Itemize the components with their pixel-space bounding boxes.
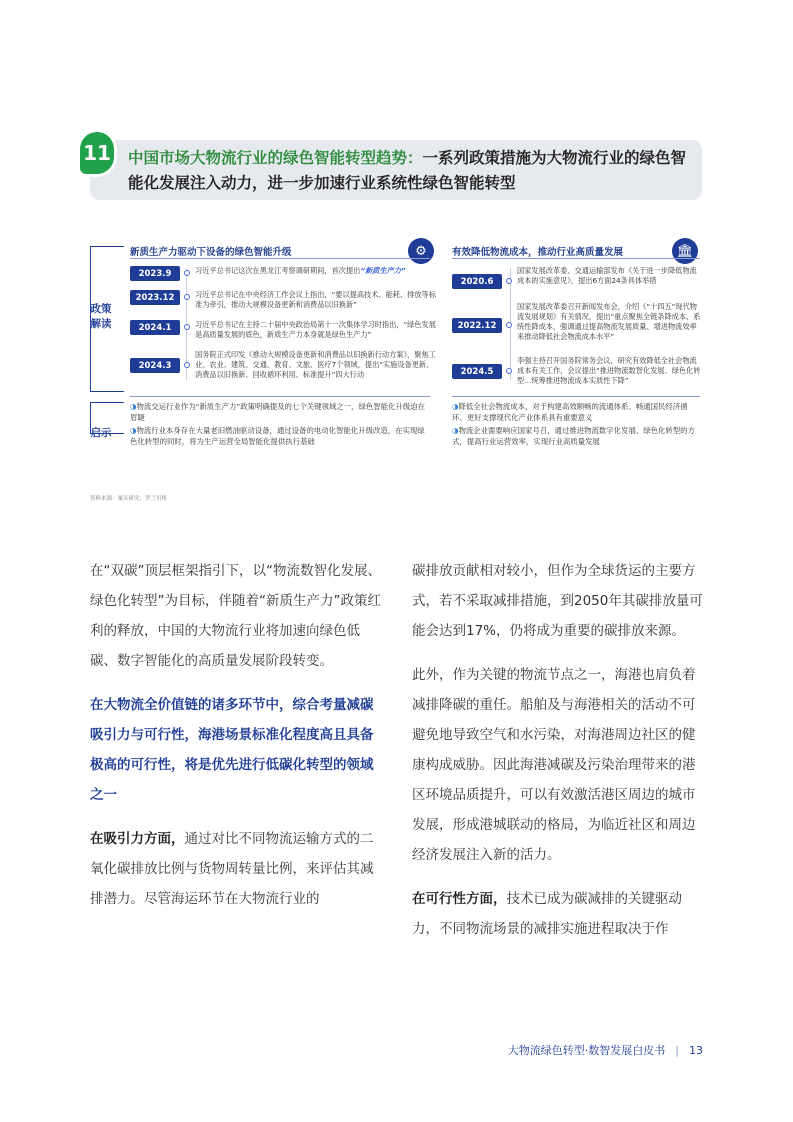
page-footer bbox=[508, 1042, 703, 1058]
body-paragraph: 在吸引力方面，通过对比不同物流运输方式的二氧化碳排放比例与货物周转量比例，来评估其减排潜力。尽管海运环节在大物流行业的 bbox=[90, 831, 374, 907]
left-insight-1: ◑物流交运行业作为“新质生产力”政策明确提及的七个关键领域之一，绿色智能化升级迫在眉睫 bbox=[130, 402, 425, 422]
timeline-item bbox=[130, 320, 440, 340]
date-tag: 2024.3 bbox=[130, 358, 180, 373]
date-tag: 2020.6 bbox=[452, 274, 502, 289]
bullet-icon: ◑ bbox=[452, 426, 459, 435]
section-number-badge: 11 bbox=[80, 132, 114, 174]
timeline-item bbox=[130, 350, 440, 380]
left-insight-2: ◑物流行业本身存在大量老旧燃油驱动设备，通过设备的电动化智能化升级改造，在实现绿色化转型的同时，将为生产运营全局智能化提供执行基础 bbox=[130, 426, 425, 446]
body-paragraph: 碳排放贡献相对较小，但作为全球货运的主要方式，若不采取减排措施，到2050年其碳排放量可能会达到17%，仍将成为重要的碳排放来源。 bbox=[412, 563, 703, 639]
factory-gear-icon: ⚙ bbox=[408, 238, 434, 264]
date-tag: 2023.9 bbox=[130, 266, 180, 281]
section-heading bbox=[128, 146, 688, 196]
footer-separator: | bbox=[675, 1043, 679, 1057]
date-tag: 2024.5 bbox=[452, 364, 502, 379]
timeline-dot bbox=[506, 368, 512, 374]
right-insight-2: ◑物流企业需要响应国家号召，通过推进物流数字化发展、绿色化转型的方式，提高行业运营效率，实现行业高质量发展 bbox=[452, 426, 695, 446]
date-tag: 2023.12 bbox=[130, 290, 180, 305]
lead-paragraph: 在大物流全价值链的诸多环节中，综合考量减碳吸引力与可行性，海港场景标准化程度高且具备极高的可行性，将是优先进行低碳化转型的领域之一 bbox=[90, 697, 374, 803]
body-right-column bbox=[412, 556, 708, 958]
timeline-text: 习近平总书记这次在黑龙江考察调研期间，首次提出 bbox=[195, 266, 361, 275]
timeline-dot bbox=[506, 322, 512, 328]
timeline-dot bbox=[184, 294, 190, 300]
government-building-icon: 🏛 bbox=[672, 238, 698, 264]
timeline-dot bbox=[506, 278, 512, 284]
date-tag: 2022.12 bbox=[452, 318, 502, 333]
timeline-item bbox=[452, 266, 702, 289]
body-paragraph: 在可行性方面，技术已成为碳减排的关键驱动力，不同物流场景的减排实施进程取决于作 bbox=[412, 891, 682, 937]
timeline-text: 国务院正式印发《推动大规模设备更新和消费品以旧换新行动方案》，聚焦工业、农业、建筑、交通、教育、文旅、医疗7个领域，提出“实施设备更新、消费品以旧换新、回收循环利用、标准提升”四大行动 bbox=[195, 350, 436, 379]
right-section-title: 有效降低物流成本，推动行业高质量发展 bbox=[452, 247, 624, 258]
page-number: 13 bbox=[689, 1043, 703, 1057]
timeline-text: 国家发展改革委召开新闻发布会，介绍《“十四五”现代物流发展规划》有关情况，提出“重点聚焦全链条降成本、系统性降成本，强调通过提高物流发展质量、增进物流效率来推动降低社会物流成本水平” bbox=[517, 302, 701, 341]
right-insight-1: ◑降低全社会物流成本，对于构建高效顺畅的流通体系、畅通国民经济循环、更好支撑现代化产业体系具有重要意义 bbox=[452, 402, 688, 422]
footer-title: 大物流绿色转型·数智发展白皮书 bbox=[507, 1044, 666, 1057]
heading-green-part: 中国市场大物流行业的绿色智能转型趋势： bbox=[128, 149, 423, 167]
right-title-underline bbox=[452, 258, 700, 259]
bullet-icon: ◑ bbox=[130, 402, 137, 411]
heading-rest: 一系列政策措施为大物流行业的绿色智能化发展注入动力，进一步加速行业系统性绿色智能转型 bbox=[128, 149, 687, 192]
bullet-icon: ◑ bbox=[452, 402, 459, 411]
bullet-icon: ◑ bbox=[130, 426, 137, 435]
timeline-text: 习近平总书记在主持二十届中央政治局第十一次集体学习时指出，“绿色发展是高质量发展的底色，新质生产力本身就是绿色生产力” bbox=[195, 320, 436, 339]
body-paragraph: 此外，作为关键的物流节点之一，海港也肩负着减排降碳的重任。船舶及与海港相关的活动不可避免地导致空气和水污染，对海港周边社区的健康构成威胁。因此海港减碳及污染治理带来的港区环境品质提升，可以有效激活港区周边的城市发展，形成港城联动的格局，为临近社区和周边经济发展注入新的活力。 bbox=[412, 667, 696, 863]
left-title-underline bbox=[130, 258, 430, 259]
right-divider bbox=[452, 396, 700, 397]
timeline-item bbox=[452, 302, 702, 342]
timeline-dot bbox=[184, 324, 190, 330]
left-divider bbox=[130, 396, 430, 397]
timeline-item bbox=[130, 266, 440, 281]
timeline-dot bbox=[184, 270, 190, 276]
timeline-text: 李强主持召开国务院常务会议，研究有效降低全社会物流成本有关工作，会议提出“推进物流数智化发展、绿色化转型…统筹推进物流成本实质性下降” bbox=[517, 356, 701, 385]
insight-label: 启示 bbox=[90, 427, 112, 439]
left-section-title: 新质生产力驱动下设备的绿色智能升级 bbox=[130, 247, 292, 258]
timeline-highlight: “新质生产力” bbox=[360, 266, 406, 275]
body-left-column bbox=[90, 556, 386, 928]
timeline-item bbox=[452, 356, 702, 386]
timeline-text: 国家发展改革委、交通运输部发布《关于进一步降低物流成本的实施意见》，提出6方面24条具体举措 bbox=[517, 266, 697, 285]
timeline-text: 习近平总书记在中央经济工作会议上指出，“要以提高技术、能耗、排放等标准为牵引，推动大规模设备更新和消费品以旧换新” bbox=[195, 290, 436, 309]
body-paragraph: 在“双碳”顶层框架指引下，以“物流数智化发展、绿色化转型”为目标，伴随着“新质生产力”政策红利的释放，中国的大物流行业将加速向绿色低碳、数字智能化的高质量发展阶段转变。 bbox=[90, 563, 381, 669]
date-tag: 2024.1 bbox=[130, 320, 180, 335]
policy-label: 政策解读 bbox=[90, 303, 112, 330]
timeline-dot bbox=[184, 362, 190, 368]
source-note: 资料来源：案头研究；罗兰贝格 bbox=[90, 496, 168, 502]
timeline-item bbox=[130, 290, 440, 310]
